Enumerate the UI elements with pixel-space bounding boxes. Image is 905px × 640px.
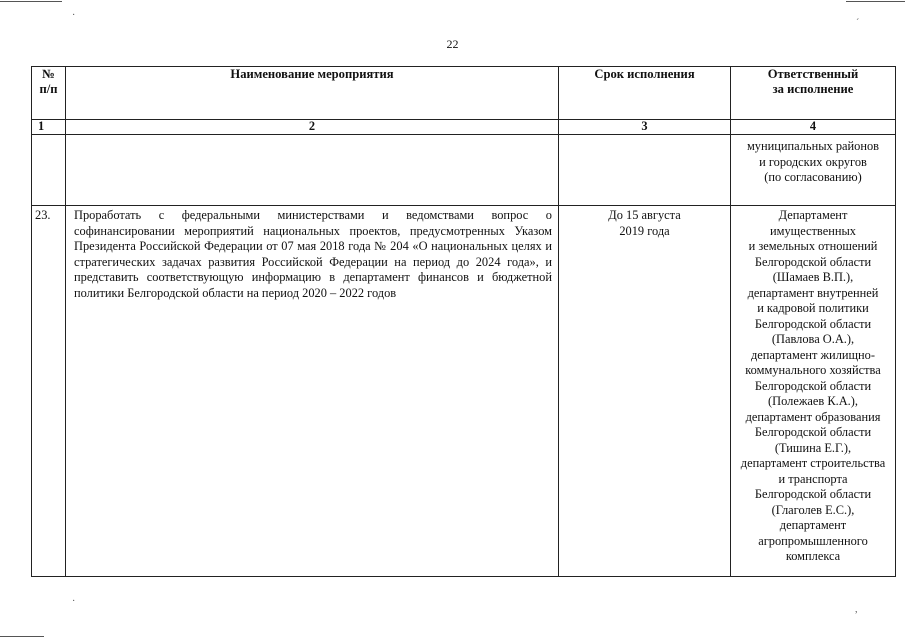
item-number: 23. (32, 206, 66, 577)
column-number-4: 4 (731, 120, 896, 135)
column-number-1: 1 (32, 120, 66, 135)
scan-speck: · (72, 10, 76, 21)
measures-table (31, 66, 896, 577)
table-row-continuation (32, 135, 896, 206)
table-header-row (32, 67, 896, 120)
header-measure-name: Наименование мероприятия (66, 67, 559, 120)
item-description: Проработать с федеральными министерствами и ведомствами вопрос о софинансировании мероприятий национальных проектов, предусмотренных Указом Президента Российской Федерации от 07 мая 2018 года № 204 «О национальных целях и стратегических задачах развития Российской Федерации на период до 2024 года», и представить соответствующую информацию в департамент финансов и бюджетной политики Белгородской области на период 2020 – 2022 годов (66, 206, 559, 577)
scan-speck: ´ (856, 18, 860, 29)
item-responsible: Департамент имущественных и земельных отношений Белгородской области (Шамаев В.П.), департамент внутренней и кадровой политики Белгородской области (Павлова О.А.), департамент жилищно- коммунального хозяйства Белгородской области (Полежаев К.А.), департамент образования Белгородской области (Тишина Е.Г.), департамент строительства и транспорта Белгородской области (Глаголев Е.С.), департамент агропромышленного комплекса (731, 206, 896, 577)
scan-edge-top-right (846, 1, 905, 2)
continuation-responsible: муниципальных районов и городских округов (по согласованию) (731, 135, 896, 206)
column-number-3: 3 (559, 120, 731, 135)
scan-edge-bottom-left (0, 636, 44, 637)
item-deadline: До 15 августа 2019 года (559, 206, 731, 577)
table-row-item-23 (32, 206, 896, 577)
cell-empty (32, 135, 66, 206)
cell-empty (66, 135, 559, 206)
column-number-row (32, 120, 896, 135)
header-deadline: Срок исполнения (559, 67, 731, 120)
header-responsible: Ответственный за исполнение (731, 67, 896, 120)
scan-speck: , (855, 604, 858, 615)
page-number: 22 (446, 37, 459, 51)
cell-empty (559, 135, 731, 206)
scan-speck: · (72, 596, 76, 607)
scan-edge-top-left (0, 1, 62, 2)
column-number-2: 2 (66, 120, 559, 135)
header-number: № п/п (32, 67, 66, 120)
